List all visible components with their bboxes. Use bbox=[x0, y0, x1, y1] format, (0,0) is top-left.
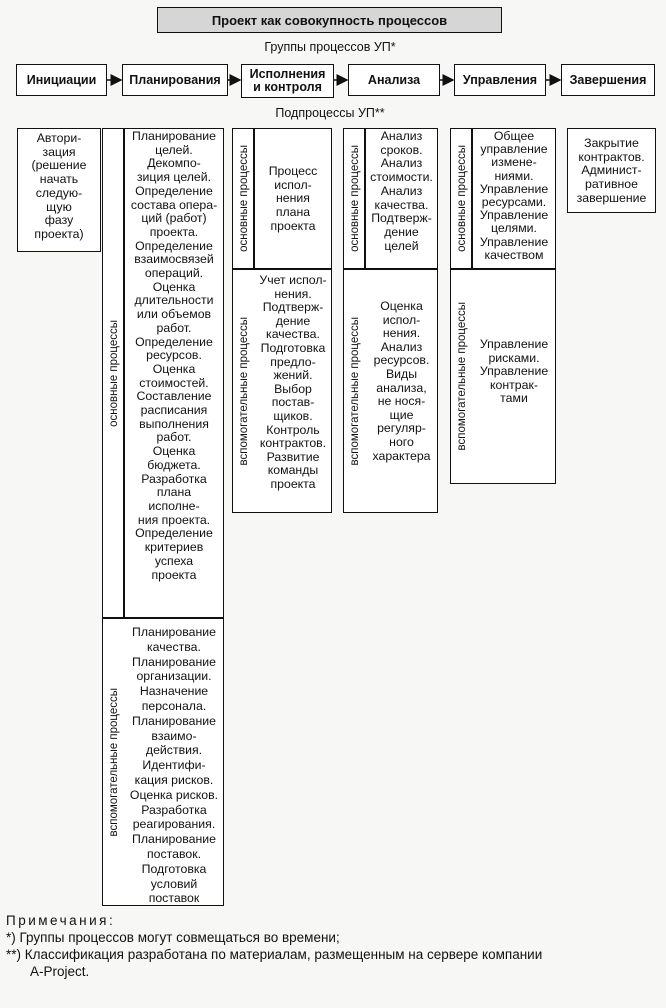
analysis-aux-side-label: вспомогательные процессы bbox=[348, 316, 361, 466]
groups-label: Группы процессов УП* bbox=[264, 40, 396, 54]
analysis-aux-cell bbox=[365, 300, 438, 500]
analysis-main-side-label: основные процессы bbox=[348, 145, 361, 252]
phase-planning: Планирования bbox=[122, 64, 228, 96]
analysis-aux-text: Оценка испол- нения. Анализ ресурсов. Виды анализа, не нося- щие регуляр- ного характера bbox=[372, 299, 431, 463]
analysis-main-text: Анализ сроков. Анализ стоимости. Анализ качества. Подтверж- дение целей bbox=[370, 129, 433, 253]
management-aux-cell bbox=[472, 338, 556, 418]
planning-main-cell bbox=[124, 130, 224, 616]
phase-closing: Завершения bbox=[561, 64, 655, 96]
execution-main-cell bbox=[254, 165, 332, 265]
execution-aux-cell bbox=[254, 274, 332, 510]
analysis-main-cell bbox=[365, 130, 438, 266]
execution-main-side-label: основные процессы bbox=[237, 145, 250, 252]
initiation-cell bbox=[17, 128, 101, 252]
note-2-continuation: A-Project. bbox=[30, 964, 90, 979]
execution-aux-side-label: вспомогательные процессы bbox=[237, 316, 250, 466]
planning-aux-cell bbox=[124, 625, 224, 905]
notes-heading: Примечания: bbox=[6, 913, 116, 928]
planning-aux-side-label: вспомогательные процессы bbox=[107, 687, 120, 837]
management-main-side-label: основные процессы bbox=[455, 145, 468, 252]
phase-analysis: Анализа bbox=[348, 64, 440, 96]
phase-management: Управления bbox=[454, 64, 546, 96]
closing-text: Закрытие контрактов. Админист- ративное завершение bbox=[576, 136, 647, 205]
management-main-cell bbox=[472, 130, 556, 266]
planning-main-text: Планирование целей. Декомпо- зиция целей. Определение состава опера- ций (работ) проекта. Определение взаимосвязей операций. Оценка длительности или объемов работ. Определение ресурсов. Оценка стоимостей. Составление расписания выполнения работ. Оценка бюджета. Разработка плана исполне- ния проекта. Определение критериев успеха проекта bbox=[130, 129, 218, 582]
execution-aux-text: Учет испол- нения. Подтверж- дение качества. Подготовка предло- жений. Выбор постав- щиков. Контроль контрактов. Развитие команды проекта bbox=[259, 273, 327, 491]
phase-initiation: Инициации bbox=[16, 64, 107, 96]
notes bbox=[6, 912, 662, 980]
diagram-title-text: Проект как совокупность процессов bbox=[211, 12, 448, 28]
phase-execution-control: Исполнения и контроля bbox=[241, 64, 334, 98]
closing-cell bbox=[567, 128, 656, 213]
note-1: *) Группы процессов могут совмещаться во времени; bbox=[6, 930, 340, 945]
phase-arrows bbox=[0, 0, 666, 120]
execution-main-text: Процесс испол- нения плана проекта bbox=[268, 164, 318, 233]
planning-aux-text: Планирование качества. Планирование организации. Назначение персонала. Планирование взаимо- действия. Идентифи- кация рисков. Оценка рисков. Разработка реагирования. Планирование поставок. Подготовка условий поставок bbox=[129, 625, 219, 906]
management-aux-text: Управление рисками. Управление контрак- тами bbox=[479, 337, 549, 406]
subprocess-label: Подпроцессы УП** bbox=[275, 106, 385, 120]
management-aux-side-label: вспомогательные процессы bbox=[455, 302, 468, 451]
note-2: **) Классификация разработана по материалам, размещенным на сервере компании bbox=[6, 947, 543, 962]
management-main-text: Общее управление измене- ниями. Управление ресурсами. Управление целями. Управление качеством bbox=[479, 129, 549, 262]
planning-main-side-label: основные процессы bbox=[107, 319, 120, 427]
initiation-text: Автори- зация (решение начать следую- щую фазу проекта) bbox=[31, 131, 87, 241]
